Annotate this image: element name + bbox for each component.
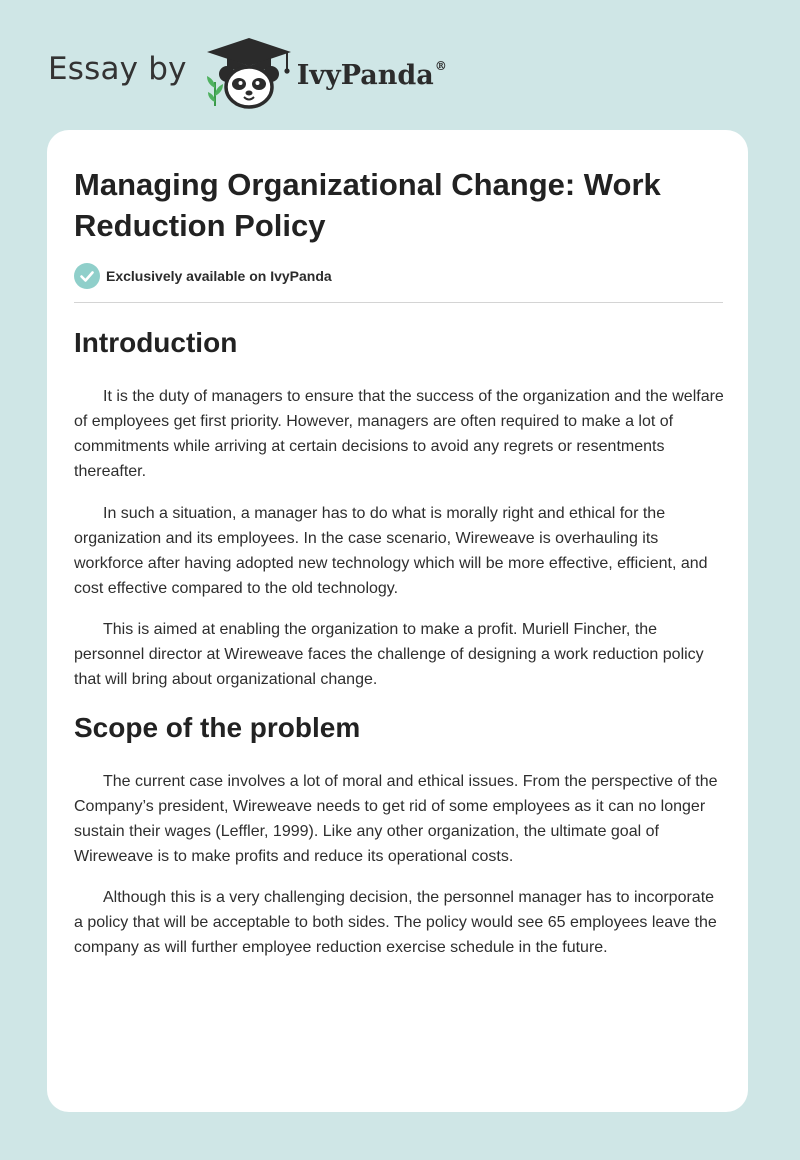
check-circle-icon (74, 263, 100, 289)
section-heading-scope: Scope of the problem (74, 712, 361, 743)
brand-prefix: Essay by (48, 51, 187, 87)
section-heading-introduction: Introduction (74, 327, 238, 358)
page-title: Managing Organizational Change: Work Reduction Policy (74, 167, 661, 243)
divider (74, 302, 723, 303)
exclusive-badge (74, 263, 332, 289)
paragraph: Although this is a very challenging decision, the personnel manager has to incorporate a policy that will be acceptable to both sides. The policy would see 65 employees leave the company as will further employee reduction exercise schedule in the future. (74, 889, 717, 956)
site-brand[interactable] (48, 36, 447, 110)
paragraph: The current case involves a lot of moral and ethical issues. From the perspective of the Company’s president, Wireweave needs to get rid of some employees as it can no longer sustain their wages (Leffler, 1999). Like any other organization, the ultimate goal of Wireweave is to make profits and reduce its operational costs. (74, 773, 718, 865)
panda-graduate-icon (203, 36, 295, 110)
paragraph: It is the duty of managers to ensure that the success of the organization and the welfare of employees get first priority. However, managers are often required to make a lot of commitments while arriving at certain decisions to avoid any regrets or resentments thereafter. (74, 388, 724, 480)
essay-card (47, 130, 748, 1112)
exclusive-badge-label: Exclusively available on IvyPanda (106, 268, 332, 284)
brand-name: IvyPanda® (296, 58, 447, 91)
paragraph: In such a situation, a manager has to do what is morally right and ethical for the organization and its employees. In the case scenario, Wireweave is overhauling its workforce after having adopted new technology which will be more effective, efficient, and cost effective compared to the old technology. (74, 505, 708, 597)
paragraph: This is aimed at enabling the organization to make a profit. Muriell Fincher, the personnel director at Wireweave faces the challenge of designing a work reduction policy that will bring about organizational change. (74, 621, 704, 688)
